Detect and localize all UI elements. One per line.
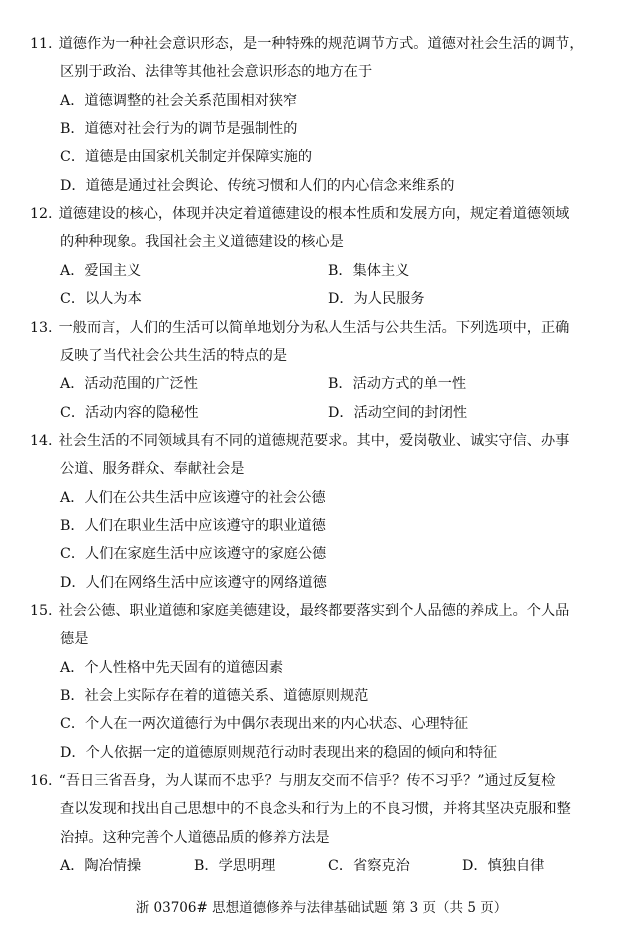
question-16-option-b: B．学思明理 xyxy=(194,858,276,874)
question-11-stem-line-1: 11. 道德作为一种社会意识形态，是一种特殊的规范调节方式。道德对社会生活的调节， xyxy=(30,36,584,52)
question-12-stem-line-2: 的种种现象。我国社会主义道德建设的核心是 xyxy=(60,234,344,250)
question-16-option-a: A．陶冶情操 xyxy=(60,858,142,874)
question-number: 11. xyxy=(30,36,53,52)
question-13-option-b: B．活动方式的单一性 xyxy=(328,376,467,392)
question-14-option-a: A．人们在公共生活中应该遵守的社会公德 xyxy=(60,490,326,506)
question-11-option-b: B．道德对社会行为的调节是强制性的 xyxy=(60,121,298,137)
question-12-option-d: D．为人民服务 xyxy=(328,291,425,307)
question-15-option-a: A．个人性格中先天固有的道德因素 xyxy=(60,660,284,676)
question-14-option-c: C．人们在家庭生活中应该遵守的家庭公德 xyxy=(60,546,327,562)
question-number: 13. xyxy=(30,320,53,336)
question-number: 16. xyxy=(30,773,53,789)
question-11-option-d: D．道德是通过社会舆论、传统习惯和人们的内心信念来维系的 xyxy=(60,178,455,194)
question-16-stem-line-2: 查以发现和找出自己思想中的不良念头和行为上的不良习惯，并将其坚决克服和整 xyxy=(60,801,571,817)
question-14-stem-line-1: 14. 社会生活的不同领域具有不同的道德规范要求。其中，爱岗敬业、诚实守信、办事 xyxy=(30,433,570,449)
question-15-option-b: B．社会上实际存在着的道德关系、道德原则规范 xyxy=(60,688,369,704)
question-15-option-d: D．个人依据一定的道德原则规范行动时表现出来的稳固的倾向和特征 xyxy=(60,745,498,761)
question-16-stem-line-3: 治掉。这种完善个人道德品质的修养方法是 xyxy=(60,830,330,846)
question-12-option-c: C．以人为本 xyxy=(60,291,142,307)
question-11-option-c: C．道德是由国家机关制定并保障实施的 xyxy=(60,149,313,165)
question-12-option-b: B．集体主义 xyxy=(328,263,410,279)
question-16-option-d: D．慎独自律 xyxy=(462,858,545,874)
question-14-option-b: B．人们在职业生活中应该遵守的职业道德 xyxy=(60,518,326,534)
question-16-stem-line-1: 16. “吾日三省吾身，为人谋而不忠乎？与朋友交而不信乎？传不习乎？”通过反复检 xyxy=(30,773,556,789)
question-13-stem-line-2: 反映了当代社会公共生活的特点的是 xyxy=(60,348,288,364)
question-13-stem-line-1: 13. 一般而言，人们的生活可以简单地划分为私人生活与公共生活。下列选项中，正确 xyxy=(30,320,570,336)
question-number: 14. xyxy=(30,433,53,449)
question-number: 12. xyxy=(30,206,53,222)
page-footer: 浙 03706# 思想道德修养与法律基础试题 第 3 页（共 5 页） xyxy=(135,900,508,916)
question-15-option-c: C．个人在一两次道德行为中偶尔表现出来的内心状态、心理特征 xyxy=(60,716,469,732)
question-13-option-d: D．活动空间的封闭性 xyxy=(328,405,468,421)
question-12-option-a: A．爱国主义 xyxy=(60,263,142,279)
question-11-stem-line-2: 区别于政治、法律等其他社会意识形态的地方在于 xyxy=(60,64,373,80)
question-15-stem-line-1: 15. 社会公德、职业道德和家庭美德建设，最终都要落实到个人品德的养成上。个人品 xyxy=(30,603,570,619)
question-13-option-a: A．活动范围的广泛性 xyxy=(60,376,198,392)
question-13-option-c: C．活动内容的隐秘性 xyxy=(60,405,199,421)
question-12-stem-line-1: 12. 道德建设的核心，体现并决定着道德建设的根本性质和发展方向，规定着道德领域 xyxy=(30,206,570,222)
question-16-option-c: C．省察克治 xyxy=(328,858,410,874)
question-11-option-a: A．道德调整的社会关系范围相对狭窄 xyxy=(60,93,298,109)
question-14-stem-line-2: 公道、服务群众、奉献社会是 xyxy=(60,461,245,477)
question-number: 15. xyxy=(30,603,53,619)
question-15-stem-line-2: 德是 xyxy=(60,631,89,647)
question-14-option-d: D．人们在网络生活中应该遵守的网络道德 xyxy=(60,575,327,591)
